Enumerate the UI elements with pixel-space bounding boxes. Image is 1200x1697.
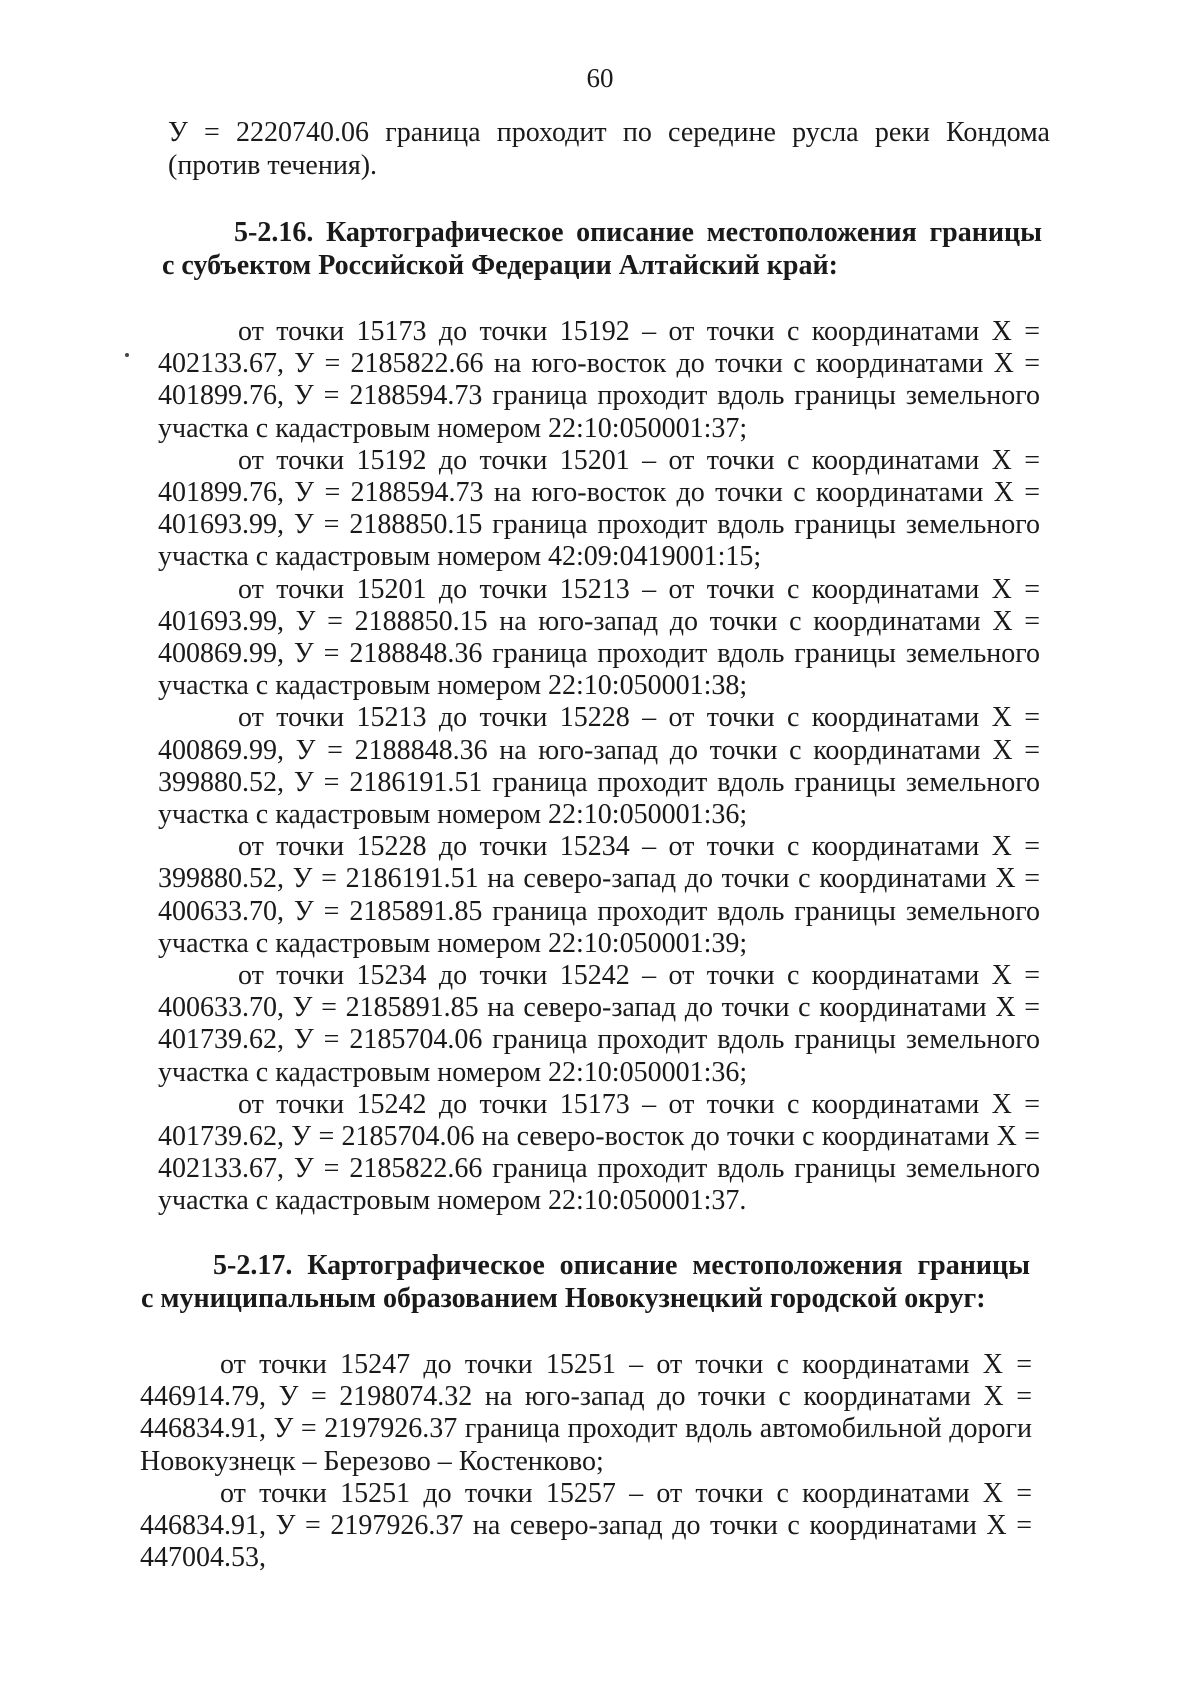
boundary-paragraph: от точки 15228 до точки 15234 – от точки с координатами Х = 399880.52, У = 2186191.51 на северо-запад до точки с координатами Х = 400633.70, У = 2185891.85 граница проходит вдоль границы земельного участка с кадастровым номером 22:10:050001:39;: [158, 831, 1040, 959]
boundary-paragraph: от точки 15192 до точки 15201 – от точки с координатами Х = 401899.76, У = 2188594.73 на юго-восток до точки с координатами Х = 401693.99, У = 2188850.15 граница проходит вдоль границы земельного участка с кадастровым номером 42:09:0419001:15;: [158, 444, 1040, 573]
section-5-2-16-body: [158, 316, 1040, 1218]
section-5-2-17-heading-line2: с муниципальным образованием Новокузнецкий городской округ:: [141, 1283, 986, 1314]
boundary-paragraph: от точки 15242 до точки 15173 – от точки с координатами Х = 401739.62, У = 2185704.06 на северо-восток до точки с координатами Х = 402133.67, У = 2185822.66 граница проходит вдоль границы земельного участка с кадастровым номером 22:10:050001:37.: [158, 1088, 1040, 1217]
boundary-paragraph: от точки 15251 до точки 15257 – от точки с координатами Х = 446834.91, У = 2197926.37 на северо-запад до точки с координатами Х = 447004.53,: [140, 1477, 1032, 1574]
section-5-2-16-heading-line2: с субъектом Российской Федерации Алтайский край:: [162, 250, 838, 281]
boundary-paragraph: от точки 15247 до точки 15251 – от точки с координатами Х = 446914.79, У = 2198074.32 на юго-запад до точки с координатами Х = 446834.91, У = 2197926.37 граница проходит вдоль автомобильной дороги Новокузнецк – Березово – Костенково;: [140, 1349, 1032, 1477]
section-5-2-17-body: [140, 1349, 1032, 1574]
boundary-paragraph: от точки 15234 до точки 15242 – от точки с координатами Х = 400633.70, У = 2185891.85 на северо-запад до точки с координатами Х = 401739.62, У = 2185704.06 граница проходит вдоль границы земельного участка с кадастровым номером 22:10:050001:36;: [158, 960, 1040, 1088]
section-5-2-16-heading: [162, 216, 1042, 282]
intro-paragraph: [168, 116, 1050, 182]
page-number: 60: [586, 63, 614, 93]
boundary-paragraph: от точки 15213 до точки 15228 – от точки с координатами Х = 400869.99, У = 2188848.36 на юго-запад до точки с координатами Х = 399880.52, У = 2186191.51 граница проходит вдоль границы земельного участка с кадастровым номером 22:10:050001:36;: [158, 702, 1040, 831]
scan-speck: [125, 353, 129, 357]
boundary-paragraph: от точки 15173 до точки 15192 – от точки с координатами Х = 402133.67, У = 2185822.66 на юго-восток до точки с координатами Х = 401899.76, У = 2188594.73 граница проходит вдоль границы земельного участка с кадастровым номером 22:10:050001:37;: [158, 316, 1040, 444]
section-5-2-16-heading-line1: 5-2.16. Картографическое описание местоположения границы: [234, 217, 1042, 248]
section-5-2-17-heading: [141, 1249, 1030, 1315]
section-5-2-17-heading-line1: 5-2.17. Картографическое описание местоположения границы: [213, 1250, 1030, 1281]
boundary-paragraph: от точки 15201 до точки 15213 – от точки с координатами Х = 401693.99, У = 2188850.15 на юго-запад до точки с координатами Х = 400869.99, У = 2188848.36 граница проходит вдоль границы земельного участка с кадастровым номером 22:10:050001:38;: [158, 573, 1040, 702]
intro-text: У = 2220740.06 граница проходит по середине русла реки Кондома (против течения).: [168, 117, 1050, 181]
